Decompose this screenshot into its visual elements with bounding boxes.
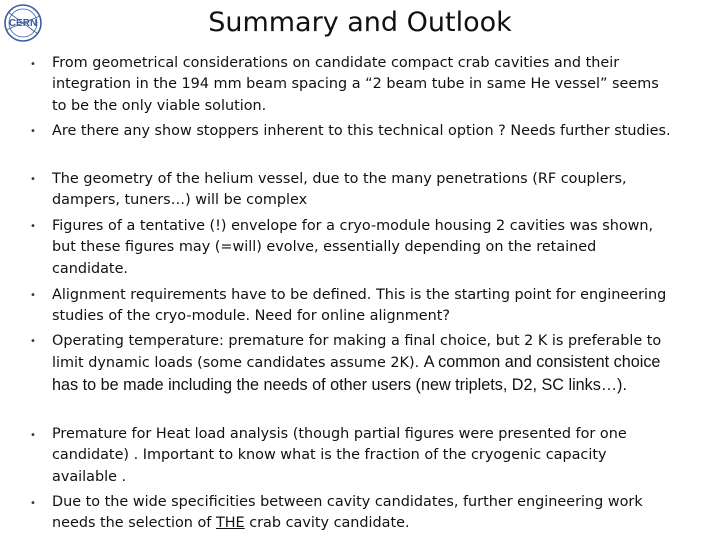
page-title: Summary and Outlook: [208, 7, 512, 38]
bullet-item: Are there any show stoppers inherent to this technical option ? Needs further studies.: [52, 123, 671, 139]
bullet-marker: •: [30, 221, 36, 232]
bullet-item: Figures of a tentative (!) envelope for a cryo-module housing 2 cavities was shown, but these figures may (=will) evolve, essentially depending on the retained candidate.: [52, 218, 654, 277]
bullet-marker: •: [30, 126, 36, 137]
bullet-text: Operating temperature: premature for making a final choice, but 2 K is preferable to limit dynamic loads (some candidates assume 2K).: [52, 333, 662, 372]
underlined-word: THE: [215, 515, 245, 532]
bullet-item: [52, 492, 672, 535]
bullet-item: [52, 331, 672, 397]
bullet-marker: •: [30, 59, 36, 70]
bullet-marker: •: [30, 430, 36, 441]
svg-text:CERN: CERN: [8, 18, 38, 29]
bullet-item: The geometry of the helium vessel, due to the many penetrations (RF couplers, dampers, tuners…) will be complex: [52, 171, 627, 209]
bullet-item: Premature for Heat load analysis (though partial figures were presented for one candidate) . Important to know what is the fraction of the cryogenic capacity available .: [52, 426, 627, 485]
bullet-text: crab cavity candidate.: [244, 515, 410, 532]
bullet-text: Due to the wide specificities between cavity candidates, further engineering work needs the selection of: [52, 494, 643, 532]
bullet-text-emphasis: A common and consistent choice has to be made including the needs of other users (new triplets, D2, SC links…).: [52, 353, 661, 394]
bullet-item: From geometrical considerations on candidate compact crab cavities and their integration in the 194 mm beam spacing a “2 beam tube in same He vessel” seems to be the only viable solution.: [52, 55, 659, 114]
bullet-item: Alignment requirements have to be defined. This is the starting point for engineering studies of the cryo-module. Need for online alignment?: [52, 287, 667, 325]
bullet-marker: •: [30, 174, 36, 185]
bullet-marker: •: [30, 336, 36, 347]
bullet-marker: •: [30, 498, 36, 509]
bullet-marker: •: [30, 290, 36, 301]
